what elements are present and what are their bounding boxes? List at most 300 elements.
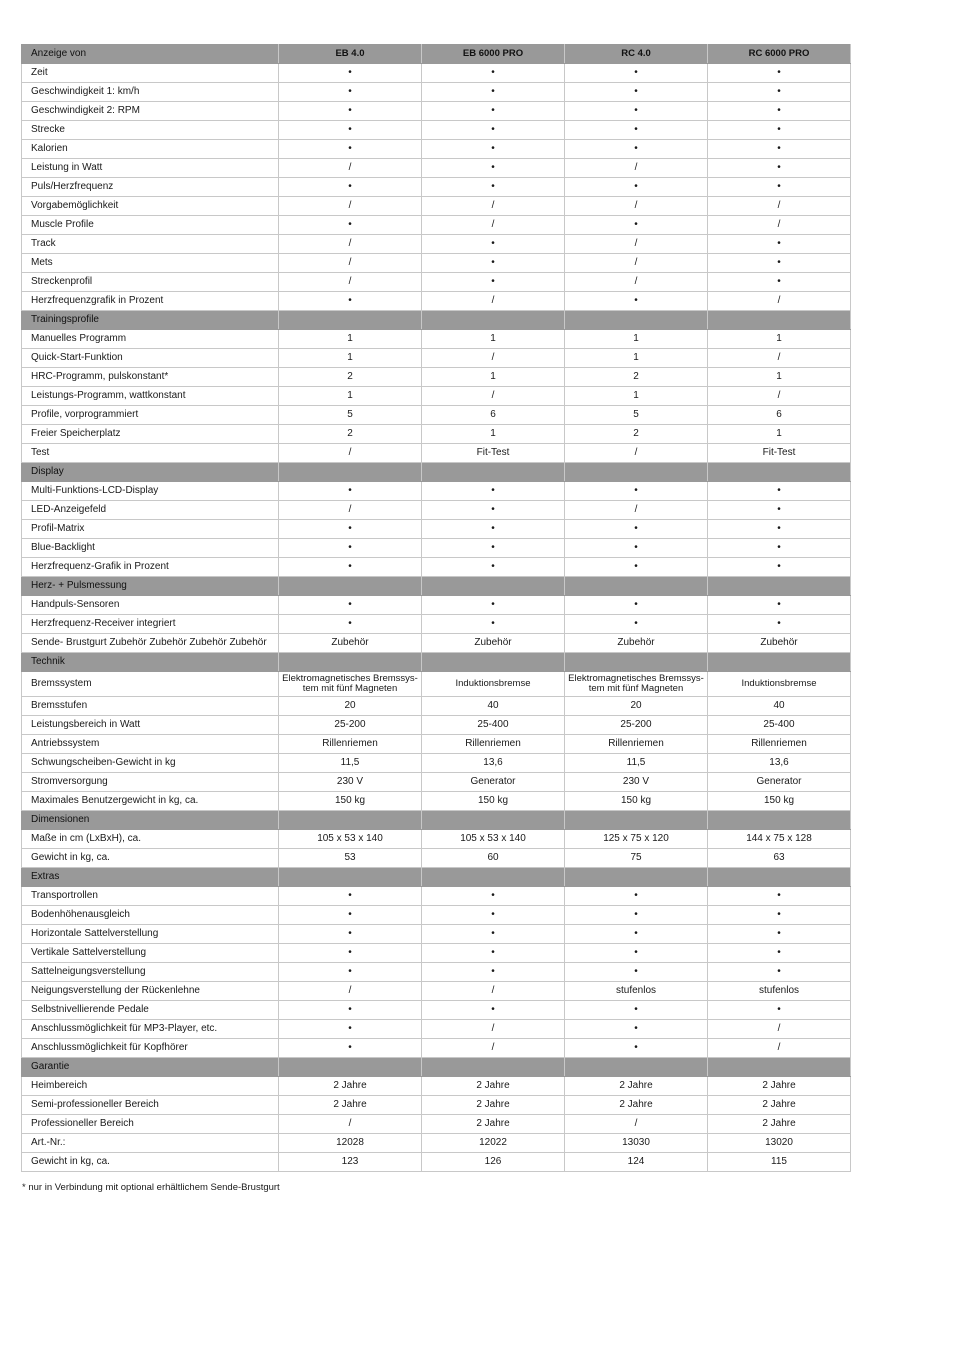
value-cell: / xyxy=(708,197,851,216)
value-cell: • xyxy=(565,596,708,615)
section-header-spacer xyxy=(565,1058,708,1077)
value-cell: 11,5 xyxy=(565,754,708,773)
row-label: Anschlussmöglichkeit für MP3-Player, etc. xyxy=(22,1020,279,1039)
row-label: Leistung in Watt xyxy=(22,159,279,178)
value-cell: / xyxy=(422,1039,565,1058)
table-row xyxy=(22,235,851,254)
header-cell-eb-6000-pro: EB 6000 PRO xyxy=(422,45,565,64)
value-cell: Elektromagnetisches Bremssys-tem mit fünf Magneten xyxy=(565,672,708,697)
value-cell: 125 x 75 x 120 xyxy=(565,830,708,849)
section-header-spacer xyxy=(279,463,422,482)
table-row xyxy=(22,1153,851,1172)
table-row xyxy=(22,216,851,235)
value-cell: / xyxy=(708,349,851,368)
value-cell: • xyxy=(422,482,565,501)
value-cell: 5 xyxy=(279,406,422,425)
value-cell: • xyxy=(279,102,422,121)
table-row xyxy=(22,273,851,292)
section-header-spacer xyxy=(422,463,565,482)
section-header-spacer xyxy=(279,653,422,672)
row-label: Professioneller Bereich xyxy=(22,1115,279,1134)
value-cell: Zubehör xyxy=(708,634,851,653)
value-cell: 2 Jahre xyxy=(422,1115,565,1134)
value-cell: 150 kg xyxy=(708,792,851,811)
value-cell: / xyxy=(422,1020,565,1039)
value-cell: • xyxy=(279,1001,422,1020)
value-cell: • xyxy=(422,539,565,558)
value-cell: • xyxy=(708,254,851,273)
table-row xyxy=(22,368,851,387)
value-cell: 2 Jahre xyxy=(279,1096,422,1115)
value-cell: 25-400 xyxy=(422,716,565,735)
spec-table xyxy=(21,44,851,1172)
value-cell: • xyxy=(708,159,851,178)
table-row xyxy=(22,406,851,425)
value-cell: 60 xyxy=(422,849,565,868)
value-cell: • xyxy=(708,482,851,501)
value-cell: • xyxy=(565,64,708,83)
value-cell: • xyxy=(708,178,851,197)
value-cell: stufenlos xyxy=(565,982,708,1001)
table-row xyxy=(22,349,851,368)
value-cell: • xyxy=(708,596,851,615)
value-cell: • xyxy=(279,615,422,634)
table-row xyxy=(22,773,851,792)
value-cell: / xyxy=(565,254,708,273)
row-label: Test xyxy=(22,444,279,463)
value-cell: • xyxy=(565,539,708,558)
value-cell: • xyxy=(422,558,565,577)
value-cell: Fit-Test xyxy=(708,444,851,463)
table-row xyxy=(22,482,851,501)
section-title: Trainingsprofile xyxy=(22,311,279,330)
value-cell: • xyxy=(708,906,851,925)
value-cell: / xyxy=(708,1039,851,1058)
value-cell: • xyxy=(708,520,851,539)
row-label: Mets xyxy=(22,254,279,273)
section-header-spacer xyxy=(708,577,851,596)
row-label: Selbstnivellierende Pedale xyxy=(22,1001,279,1020)
table-row xyxy=(22,539,851,558)
table-row xyxy=(22,558,851,577)
table-row xyxy=(22,121,851,140)
value-cell: • xyxy=(279,887,422,906)
row-label: Bremsstufen xyxy=(22,697,279,716)
section-header-spacer xyxy=(565,868,708,887)
section-header-spacer xyxy=(565,811,708,830)
value-cell: 6 xyxy=(422,406,565,425)
value-cell: 115 xyxy=(708,1153,851,1172)
table-row xyxy=(22,754,851,773)
table-row xyxy=(22,735,851,754)
row-label: Vorgabemöglichkeit xyxy=(22,197,279,216)
section-title: Technik xyxy=(22,653,279,672)
value-cell: 13,6 xyxy=(708,754,851,773)
section-header xyxy=(22,577,851,596)
value-cell: • xyxy=(565,963,708,982)
value-cell: Induktionsbremse xyxy=(422,672,565,697)
section-header-spacer xyxy=(422,577,565,596)
value-cell: / xyxy=(422,292,565,311)
value-cell: / xyxy=(708,216,851,235)
table-row xyxy=(22,159,851,178)
value-cell: 2 Jahre xyxy=(565,1096,708,1115)
row-label: Blue-Backlight xyxy=(22,539,279,558)
row-label: Geschwindigkeit 1: km/h xyxy=(22,83,279,102)
row-label: Semi-professioneller Bereich xyxy=(22,1096,279,1115)
section-header-spacer xyxy=(565,577,708,596)
value-cell: • xyxy=(279,963,422,982)
table-row xyxy=(22,1077,851,1096)
value-cell: 20 xyxy=(565,697,708,716)
row-label: Herzfrequenz-Receiver integriert xyxy=(22,615,279,634)
row-label: Sende- Brustgurt Zubehör Zubehör Zubehör Zubehör xyxy=(22,634,279,653)
value-cell: Zubehör xyxy=(279,634,422,653)
row-label: Profile, vorprogrammiert xyxy=(22,406,279,425)
value-cell: / xyxy=(279,444,422,463)
value-cell: • xyxy=(422,887,565,906)
spec-table-body xyxy=(22,45,851,1172)
section-header xyxy=(22,1058,851,1077)
value-cell: / xyxy=(422,387,565,406)
value-cell: 13,6 xyxy=(422,754,565,773)
table-row xyxy=(22,792,851,811)
row-label: Stromversorgung xyxy=(22,773,279,792)
section-title: Dimensionen xyxy=(22,811,279,830)
value-cell: • xyxy=(708,235,851,254)
row-label: Muscle Profile xyxy=(22,216,279,235)
value-cell: 40 xyxy=(422,697,565,716)
value-cell: / xyxy=(422,349,565,368)
value-cell: 1 xyxy=(279,330,422,349)
value-cell: • xyxy=(565,925,708,944)
value-cell: 105 x 53 x 140 xyxy=(422,830,565,849)
value-cell: Rillenriemen xyxy=(422,735,565,754)
table-row xyxy=(22,1039,851,1058)
row-label: LED-Anzeigefeld xyxy=(22,501,279,520)
header-cell-eb-4-0: EB 4.0 xyxy=(279,45,422,64)
value-cell: • xyxy=(565,520,708,539)
value-cell: • xyxy=(422,235,565,254)
value-cell: / xyxy=(279,501,422,520)
row-label: Schwungscheiben-Gewicht in kg xyxy=(22,754,279,773)
table-row xyxy=(22,292,851,311)
table-row xyxy=(22,887,851,906)
row-label: Bodenhöhenausgleich xyxy=(22,906,279,925)
value-cell: Elektromagnetisches Bremssys-tem mit fünf Magneten xyxy=(279,672,422,697)
value-cell: • xyxy=(708,887,851,906)
row-label: Bremssystem xyxy=(22,672,279,697)
value-cell: / xyxy=(279,197,422,216)
section-header-spacer xyxy=(279,811,422,830)
section-header-spacer xyxy=(279,311,422,330)
value-cell: 12028 xyxy=(279,1134,422,1153)
value-cell: / xyxy=(565,1115,708,1134)
value-cell: • xyxy=(279,925,422,944)
table-row xyxy=(22,425,851,444)
value-cell: 105 x 53 x 140 xyxy=(279,830,422,849)
section-header-spacer xyxy=(708,868,851,887)
value-cell: • xyxy=(565,102,708,121)
row-label: Gewicht in kg, ca. xyxy=(22,849,279,868)
value-cell: 1 xyxy=(279,387,422,406)
section-header xyxy=(22,811,851,830)
row-label: Art.-Nr.: xyxy=(22,1134,279,1153)
value-cell: / xyxy=(565,235,708,254)
value-cell: • xyxy=(565,178,708,197)
value-cell: 1 xyxy=(708,425,851,444)
value-cell: • xyxy=(565,558,708,577)
table-row xyxy=(22,444,851,463)
table-row xyxy=(22,64,851,83)
value-cell: • xyxy=(422,140,565,159)
value-cell: • xyxy=(708,615,851,634)
value-cell: / xyxy=(565,197,708,216)
section-header-spacer xyxy=(279,1058,422,1077)
value-cell: / xyxy=(422,216,565,235)
value-cell: • xyxy=(565,944,708,963)
table-row xyxy=(22,830,851,849)
value-cell: 2 Jahre xyxy=(422,1096,565,1115)
value-cell: Generator xyxy=(422,773,565,792)
value-cell: 75 xyxy=(565,849,708,868)
value-cell: • xyxy=(279,596,422,615)
value-cell: • xyxy=(422,906,565,925)
value-cell: Induktionsbremse xyxy=(708,672,851,697)
row-label: Herzfrequenzgrafik in Prozent xyxy=(22,292,279,311)
value-cell: • xyxy=(422,925,565,944)
value-cell: • xyxy=(565,482,708,501)
value-cell: • xyxy=(708,944,851,963)
table-row xyxy=(22,697,851,716)
value-cell: 2 xyxy=(565,368,708,387)
value-cell: • xyxy=(422,944,565,963)
table-row xyxy=(22,501,851,520)
value-cell: • xyxy=(708,558,851,577)
value-cell: • xyxy=(422,254,565,273)
value-cell: • xyxy=(565,121,708,140)
section-header-spacer xyxy=(422,653,565,672)
table-row xyxy=(22,197,851,216)
value-cell: • xyxy=(279,178,422,197)
value-cell: 1 xyxy=(708,368,851,387)
table-row xyxy=(22,982,851,1001)
value-cell: Zubehör xyxy=(565,634,708,653)
value-cell: • xyxy=(565,1039,708,1058)
value-cell: 123 xyxy=(279,1153,422,1172)
row-label: Leistungs-Programm, wattkonstant xyxy=(22,387,279,406)
value-cell: 144 x 75 x 128 xyxy=(708,830,851,849)
value-cell: • xyxy=(708,501,851,520)
value-cell: / xyxy=(565,444,708,463)
table-row xyxy=(22,520,851,539)
row-label: Profil-Matrix xyxy=(22,520,279,539)
section-title: Herz- + Pulsmessung xyxy=(22,577,279,596)
row-label: Heimbereich xyxy=(22,1077,279,1096)
value-cell: • xyxy=(565,292,708,311)
value-cell: 2 Jahre xyxy=(565,1077,708,1096)
value-cell: / xyxy=(708,1020,851,1039)
section-header xyxy=(22,653,851,672)
table-row xyxy=(22,83,851,102)
value-cell: 1 xyxy=(565,349,708,368)
section-header-spacer xyxy=(422,311,565,330)
section-header-spacer xyxy=(708,811,851,830)
value-cell: / xyxy=(279,1115,422,1134)
row-label: Track xyxy=(22,235,279,254)
value-cell: • xyxy=(422,963,565,982)
value-cell: • xyxy=(708,1001,851,1020)
footnote: * nur in Verbindung mit optional erhältlichem Sende-Brustgurt xyxy=(22,1182,280,1193)
table-row xyxy=(22,387,851,406)
row-label: Geschwindigkeit 2: RPM xyxy=(22,102,279,121)
value-cell: • xyxy=(422,64,565,83)
value-cell: 5 xyxy=(565,406,708,425)
value-cell: • xyxy=(279,1039,422,1058)
value-cell: • xyxy=(708,102,851,121)
section-title: Display xyxy=(22,463,279,482)
value-cell: Generator xyxy=(708,773,851,792)
value-cell: • xyxy=(279,83,422,102)
section-header-spacer xyxy=(422,868,565,887)
value-cell: • xyxy=(565,140,708,159)
value-cell: Fit-Test xyxy=(422,444,565,463)
row-label: Neigungsverstellung der Rückenlehne xyxy=(22,982,279,1001)
table-row xyxy=(22,254,851,273)
value-cell: 40 xyxy=(708,697,851,716)
value-cell: 126 xyxy=(422,1153,565,1172)
value-cell: • xyxy=(422,121,565,140)
value-cell: • xyxy=(279,121,422,140)
row-label: Gewicht in kg, ca. xyxy=(22,1153,279,1172)
row-label: Vertikale Sattelverstellung xyxy=(22,944,279,963)
value-cell: • xyxy=(422,83,565,102)
row-label: Leistungsbereich in Watt xyxy=(22,716,279,735)
value-cell: Rillenriemen xyxy=(708,735,851,754)
header-cell-label: Anzeige von xyxy=(22,45,279,64)
value-cell: • xyxy=(422,520,565,539)
value-cell: 1 xyxy=(422,368,565,387)
value-cell: / xyxy=(279,254,422,273)
value-cell: • xyxy=(565,887,708,906)
value-cell: • xyxy=(708,83,851,102)
table-row xyxy=(22,1115,851,1134)
table-row xyxy=(22,716,851,735)
value-cell: / xyxy=(279,235,422,254)
value-cell: • xyxy=(422,178,565,197)
value-cell: 2 Jahre xyxy=(708,1096,851,1115)
value-cell: • xyxy=(708,963,851,982)
table-row xyxy=(22,330,851,349)
row-label: Quick-Start-Funktion xyxy=(22,349,279,368)
value-cell: • xyxy=(565,906,708,925)
value-cell: • xyxy=(279,539,422,558)
table-row xyxy=(22,102,851,121)
value-cell: 2 xyxy=(565,425,708,444)
value-cell: • xyxy=(708,539,851,558)
value-cell: 25-200 xyxy=(279,716,422,735)
value-cell: 1 xyxy=(279,349,422,368)
value-cell: / xyxy=(565,273,708,292)
value-cell: • xyxy=(708,273,851,292)
table-row xyxy=(22,849,851,868)
value-cell: 230 V xyxy=(565,773,708,792)
value-cell: • xyxy=(279,944,422,963)
table-row xyxy=(22,615,851,634)
table-row xyxy=(22,672,851,697)
row-label: Sattelneigungsverstellung xyxy=(22,963,279,982)
row-label: Multi-Funktions-LCD-Display xyxy=(22,482,279,501)
section-header-spacer xyxy=(422,811,565,830)
section-header-spacer xyxy=(279,577,422,596)
value-cell: 2 Jahre xyxy=(422,1077,565,1096)
row-label: Puls/Herzfrequenz xyxy=(22,178,279,197)
table-header-row xyxy=(22,45,851,64)
table-row xyxy=(22,140,851,159)
value-cell: / xyxy=(422,197,565,216)
row-label: Transportrollen xyxy=(22,887,279,906)
value-cell: • xyxy=(422,102,565,121)
value-cell: 2 Jahre xyxy=(708,1115,851,1134)
value-cell: 2 xyxy=(279,425,422,444)
table-row xyxy=(22,596,851,615)
value-cell: 20 xyxy=(279,697,422,716)
value-cell: • xyxy=(565,1020,708,1039)
row-label: Anschlussmöglichkeit für Kopfhörer xyxy=(22,1039,279,1058)
value-cell: • xyxy=(422,596,565,615)
value-cell: 1 xyxy=(565,387,708,406)
section-header xyxy=(22,868,851,887)
value-cell: 1 xyxy=(422,330,565,349)
row-label: Freier Speicherplatz xyxy=(22,425,279,444)
value-cell: / xyxy=(279,982,422,1001)
value-cell: • xyxy=(279,520,422,539)
value-cell: 1 xyxy=(422,425,565,444)
row-label: Horizontale Sattelverstellung xyxy=(22,925,279,944)
row-label: Zeit xyxy=(22,64,279,83)
table-row xyxy=(22,178,851,197)
row-label: Streckenprofil xyxy=(22,273,279,292)
value-cell: Zubehör xyxy=(422,634,565,653)
section-title: Garantie xyxy=(22,1058,279,1077)
value-cell: • xyxy=(279,140,422,159)
value-cell: Rillenriemen xyxy=(565,735,708,754)
row-label: Herzfrequenz-Grafik in Prozent xyxy=(22,558,279,577)
table-row xyxy=(22,1134,851,1153)
value-cell: 13020 xyxy=(708,1134,851,1153)
section-header xyxy=(22,463,851,482)
section-header-spacer xyxy=(565,653,708,672)
value-cell: / xyxy=(279,273,422,292)
value-cell: 11,5 xyxy=(279,754,422,773)
section-header-spacer xyxy=(708,463,851,482)
value-cell: • xyxy=(422,159,565,178)
section-header-spacer xyxy=(279,868,422,887)
row-label: HRC-Programm, pulskonstant* xyxy=(22,368,279,387)
section-header-spacer xyxy=(708,653,851,672)
row-label: Maße in cm (LxBxH), ca. xyxy=(22,830,279,849)
section-title: Extras xyxy=(22,868,279,887)
table-row xyxy=(22,944,851,963)
value-cell: 63 xyxy=(708,849,851,868)
value-cell: / xyxy=(565,501,708,520)
table-row xyxy=(22,634,851,653)
value-cell: • xyxy=(422,273,565,292)
value-cell: 150 kg xyxy=(279,792,422,811)
value-cell: • xyxy=(279,1020,422,1039)
row-label: Manuelles Programm xyxy=(22,330,279,349)
table-row xyxy=(22,906,851,925)
